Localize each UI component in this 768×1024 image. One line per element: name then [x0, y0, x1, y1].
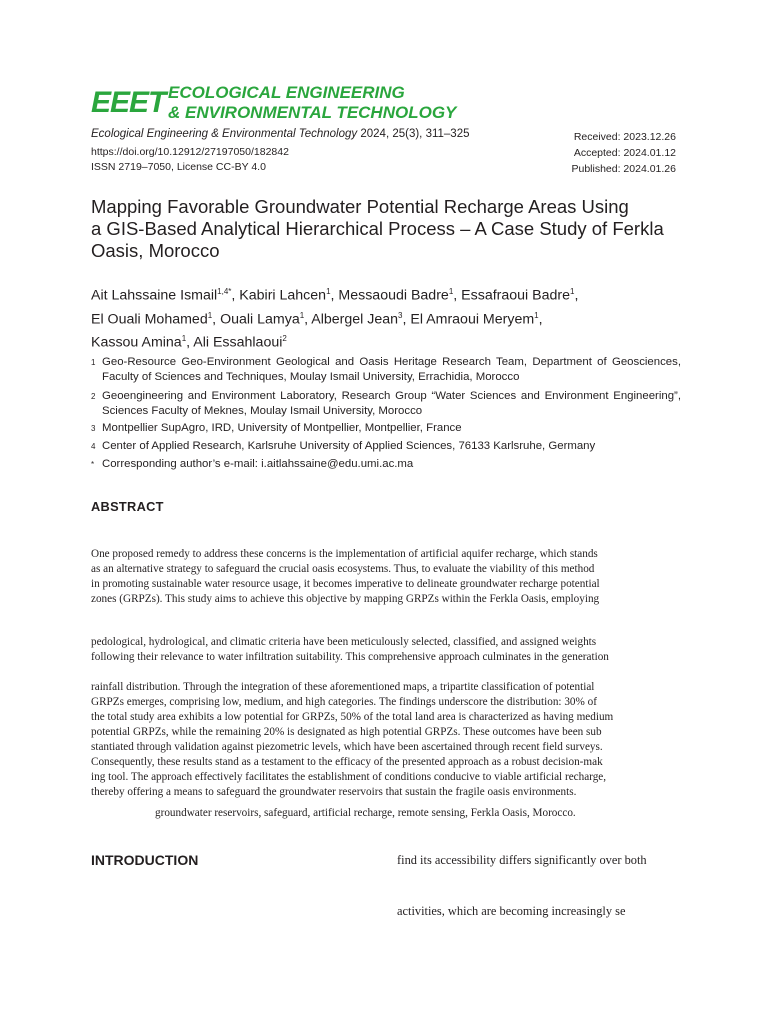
abstract-paragraph-3: rainfall distribution. Through the integration of these aforementioned maps, a tripartite classification of potential GRPZs emerges, comprising low, medium, and high categories. The findings underscore the distribution: 30% of the total study area exhibits a low potential for GRPZs, 50% of the total land area is characterized as having medium potential GRPZs, while the remaining 20% is designated as high potential GRPZs. These outcomes have been sub stantiated through validation against piezometric levels, which have been ascertained through recent field surveys. Consequently, these results stand as a testament to the efficacy of the presented approach as a robust decision-mak ing tool. The approach effectively facilitates the establishment of conditions conducive to viable artificial recharge, thereby offering a means to safeguard the groundwater reservoirs that sustain the fragile oasis environments.	[91, 681, 614, 798]
abstract-heading: ABSTRACT	[91, 499, 164, 514]
affiliation-4: 4 Center of Applied Research, Karlsruhe University of Applied Sciences, 76133 Karlsruhe, Germany	[91, 440, 596, 452]
author-name: Kassou Amina	[91, 335, 182, 352]
intro-right-column-line: find its accessibility differs significantly over both	[397, 853, 647, 867]
title-line: Oasis, Morocco	[91, 240, 220, 261]
journal-name-line2: & ENVIRONMENTAL TECHNOLOGY	[168, 103, 457, 122]
article-dates	[571, 129, 676, 177]
author-list: Ait Lahssaine Ismail$^{1,4*}$, Kabiri Lahcen$^1$, Messaoudi Badre$^1$, Essafraoui Badre$^1$, El Ouali Mohamed$^1$, Ouali Lamya$^1$, Albergel Jean$^3$, El Amraoui Meryem$^1$, Kassou Amina$^1$, Ali Essahlaoui$^2$	[91, 287, 579, 352]
affiliation-2: 2 Geoengineering and Environment Laboratory, Research Group “Water Sciences and Environment Engineering”, Sciences Faculty of Meknes, Moulay Ismail University, Morocco	[91, 390, 681, 417]
journal-logo: EEET	[91, 86, 166, 119]
author-name: Ait Lahssaine Ismail	[91, 287, 218, 304]
abstract-paragraph-1: One proposed remedy to address these concerns is the implementation of artificial aquifer recharge, which stands as an alternative strategy to safeguard the crucial oasis ecosystems. Thus, to evaluate the viability of this method in promoting sustainable water resource usage, it becomes imperative to delineate groundwater recharge potential zones (GRPZs). This study aims to achieve this objective by mapping GRPZs within the Ferkla Oasis, employing	[91, 548, 600, 605]
author-name: El Amraoui Meryem	[410, 311, 535, 328]
corresponding-author: * Corresponding author’s e-mail: i.aitlahssaine@edu.umi.ac.ma	[91, 458, 414, 470]
journal-name-line1: ECOLOGICAL ENGINEERING	[168, 83, 405, 102]
accepted-date: Accepted: 2024.01.12	[573, 147, 676, 159]
citation-line: Ecological Engineering & Environmental Technology 2024, 25(3), 311–325	[91, 128, 470, 140]
article-title	[91, 196, 681, 262]
affiliation-3: 3 Montpellier SupAgro, IRD, University of Montpellier, Montpellier, France	[91, 422, 462, 434]
author-name: Ali Essahlaoui	[193, 335, 283, 352]
introduction-heading: INTRODUCTION	[91, 852, 199, 868]
keywords: groundwater reservoirs, safeguard, artificial recharge, remote sensing, Ferkla Oasis, Morocco.	[155, 807, 576, 819]
author-name: Essafraoui Badre	[461, 287, 571, 304]
published-date: Published: 2024.01.26	[571, 163, 676, 175]
title-line: Mapping Favorable Groundwater Potential Recharge Areas Using	[91, 196, 629, 217]
issn-license: ISSN 2719–7050, License CC-BY 4.0	[91, 161, 266, 173]
author-name: Kabiri Lahcen	[239, 287, 327, 304]
abstract-paragraph-2: pedological, hydrological, and climatic criteria have been meticulously selected, classified, and assigned weights following their relevance to water infiltration suitability. This comprehensive approach culminates in the generation	[91, 636, 609, 663]
intro-right-column-line: activities, which are becoming increasingly se	[397, 904, 626, 918]
author-name: Albergel Jean	[311, 311, 399, 328]
doi-link[interactable]: https://doi.org/10.12912/27197050/182842	[91, 146, 289, 158]
author-name: El Ouali Mohamed	[91, 311, 208, 328]
title-line: a GIS-Based Analytical Hierarchical Process – A Case Study of Ferkla	[91, 218, 664, 239]
author-name: Messaoudi Badre	[338, 287, 449, 304]
affiliation-1: 1 Geo-Resource Geo-Environment Geological and Oasis Heritage Research Team, Department of Geosciences, Faculty of Sciences and Techniques, Moulay Ismail University, Errachidia, Morocco	[91, 356, 681, 383]
received-date: Received: 2023.12.26	[573, 131, 676, 143]
author-name: Ouali Lamya	[220, 311, 300, 328]
